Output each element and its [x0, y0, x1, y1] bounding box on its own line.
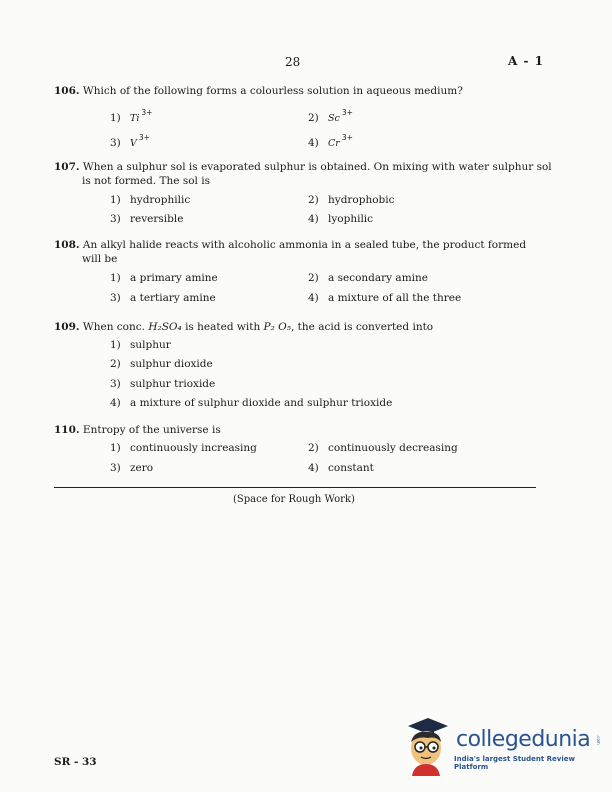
option-number: 3) [110, 213, 121, 225]
option-number: 1) [110, 442, 121, 454]
option-label: sulphur dioxide [130, 358, 213, 370]
option-109-4 [110, 397, 392, 409]
formula-phosphorus-pentoxide: P₂ O₅ [263, 321, 291, 333]
option-107-3 [110, 213, 183, 225]
ion-charge: 3+ [141, 108, 153, 117]
option-label: constant [328, 462, 374, 474]
question-text: Entropy of the universe is [82, 424, 221, 436]
brand-wordmark: collegedunia [456, 727, 591, 752]
rough-work-label: (Space for Rough Work) [233, 494, 355, 505]
option-106-2 [308, 108, 353, 124]
question-110 [54, 423, 221, 437]
option-label: continuously increasing [130, 442, 257, 454]
option-106-1 [110, 108, 152, 124]
option-number: 3) [110, 137, 121, 149]
option-number: 3) [110, 378, 121, 390]
option-label: a mixture of sulphur dioxide and sulphur trioxide [130, 397, 393, 409]
ion-charge: 3+ [341, 108, 353, 117]
option-109-1 [110, 339, 171, 351]
question-text: An alkyl halide reacts with alcoholic ammonia in a sealed tube, the product formed [82, 239, 527, 251]
ion-symbol: Ti [130, 113, 140, 124]
option-106-3 [110, 133, 150, 149]
ion-charge: 3+ [341, 133, 353, 142]
option-107-2 [308, 194, 395, 206]
option-number: 4) [308, 213, 319, 225]
question-text-part: , the acid is converted into [290, 321, 434, 333]
mascot-icon [402, 714, 454, 776]
option-number: 2) [308, 112, 319, 124]
brand-domain: .com [596, 735, 601, 745]
option-108-1 [110, 272, 218, 284]
option-label: hydrophobic [328, 194, 395, 206]
booklet-code: A - 1 [508, 54, 544, 68]
option-107-1 [110, 194, 190, 206]
option-107-4 [308, 213, 373, 225]
question-109 [54, 320, 433, 334]
option-label: a tertiary amine [130, 292, 216, 304]
option-number: 1) [110, 194, 121, 206]
divider-line [54, 487, 536, 488]
option-109-3 [110, 378, 215, 390]
option-108-2 [308, 272, 428, 284]
ion-symbol: Sc [328, 113, 340, 124]
question-number: 109. [54, 321, 80, 333]
question-number: 106. [54, 85, 80, 97]
question-107 [54, 160, 552, 188]
footer-code: SR - 33 [54, 756, 97, 768]
question-text-continued: is not formed. The sol is [82, 175, 210, 187]
option-label: sulphur [130, 339, 171, 351]
ion-symbol: V [130, 138, 137, 149]
question-number: 108. [54, 239, 80, 251]
option-110-2 [308, 442, 458, 454]
brand-tagline: India's largest Student Review Platform [454, 755, 575, 771]
option-label: lyophilic [328, 213, 374, 225]
option-number: 2) [110, 358, 121, 370]
option-label: reversible [130, 213, 184, 225]
option-label: hydrophilic [130, 194, 191, 206]
option-number: 2) [308, 442, 319, 454]
option-label: zero [130, 462, 154, 474]
question-number: 107. [54, 161, 80, 173]
option-109-2 [110, 358, 213, 370]
question-number: 110. [54, 424, 80, 436]
page-number: 28 [285, 55, 301, 69]
option-number: 1) [110, 272, 121, 284]
option-number: 3) [110, 292, 121, 304]
option-108-3 [110, 292, 216, 304]
option-110-1 [110, 442, 257, 454]
option-number: 4) [308, 137, 319, 149]
question-text: When a sulphur sol is evaporated sulphur is obtained. On mixing with water sulphur sol [82, 161, 552, 173]
option-number: 1) [110, 112, 121, 124]
formula-sulphuric-acid: H₂SO₄ [148, 321, 182, 333]
question-108 [54, 238, 526, 266]
ion-charge: 3+ [138, 133, 150, 142]
question-text-part: When conc. [82, 321, 145, 333]
option-number: 4) [308, 292, 319, 304]
option-number: 1) [110, 339, 121, 351]
option-label: a secondary amine [328, 272, 428, 284]
question-text-continued: will be [82, 253, 118, 265]
option-108-4 [308, 292, 461, 304]
collegedunia-watermark [402, 714, 602, 776]
option-label: a mixture of all the three [328, 292, 462, 304]
option-number: 4) [110, 397, 121, 409]
option-label: continuously decreasing [328, 442, 458, 454]
option-106-4 [308, 133, 353, 149]
ion-symbol: Cr [328, 138, 340, 149]
option-label: sulphur trioxide [130, 378, 216, 390]
option-110-4 [308, 462, 374, 474]
question-text: Which of the following forms a colourless solution in aqueous medium? [82, 85, 463, 97]
question-text-part: is heated with [185, 321, 261, 333]
option-number: 2) [308, 194, 319, 206]
question-106 [54, 84, 463, 98]
option-number: 3) [110, 462, 121, 474]
option-number: 4) [308, 462, 319, 474]
option-label: a primary amine [130, 272, 218, 284]
option-number: 2) [308, 272, 319, 284]
option-110-3 [110, 462, 153, 474]
